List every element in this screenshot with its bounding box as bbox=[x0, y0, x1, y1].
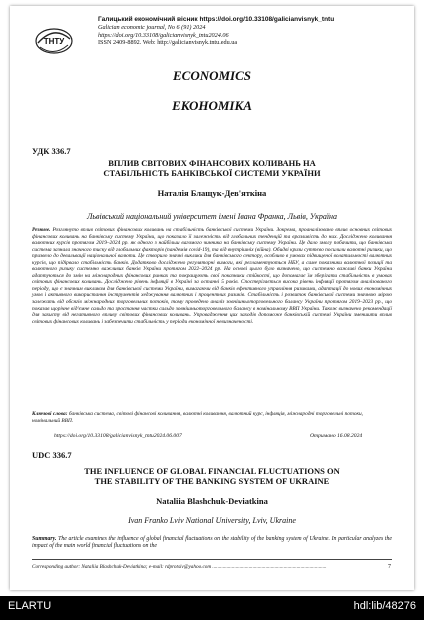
article-doi: https://doi.org/10.33108/galicianvisnyk_tntu2024.06.007 bbox=[54, 433, 182, 439]
abstract-en bbox=[32, 536, 392, 550]
handle-id: hdl:lib/48276 bbox=[353, 600, 416, 612]
section-heading-en: ECONOMICS bbox=[172, 68, 252, 83]
affiliation-en: Ivan Franko Lviv National University, Lviv, Ukraine bbox=[128, 516, 296, 525]
repository-footer bbox=[0, 596, 424, 620]
title-en-line2: THE STABILITY OF THE BANKING SYSTEM OF UKRAINE bbox=[94, 476, 330, 486]
repository-name: ELARTU bbox=[8, 600, 52, 612]
journal-issn: ISSN 2409-8892. Web: http://galicianvisnyk.tntu.edu.ua bbox=[98, 39, 238, 47]
keywords-text-uk: банківська система, світові фінансові коливання, валютні коливання, валютний курс, інфляція, міжнародні торговельні потоки, номінальний ВВП. bbox=[32, 411, 364, 424]
title-en-line1: THE INFLUENCE OF GLOBAL FINANCIAL FLUCTUATIONS ON bbox=[84, 466, 340, 476]
journal-doi: https://doi.org/10.33108/galicianvisnyk_tntu2024.06 bbox=[98, 31, 229, 39]
title-uk-line1: ВПЛИВ СВІТОВИХ ФІНАНСОВИХ КОЛИВАНЬ НА bbox=[108, 158, 316, 168]
abstract-text-uk: Розглянуто вплив світових фінансових коливань на стабільність банківської системи України. Зокрема, проаналізовано вплив основних світових фінансових коливань на банківську систему України, що показало її залежність від глобальних тенденцій та вразливість до них. Досліджено коливання валютних курсів протягом 2019–2024 рр. як одного з найбільш вагомого чинника на банківську систему України. Це дало змогу побачити, що банківська система зазнала значного тиску від глобальних факторів (пандемія covid-19), та від внутрішніх (війна). Обидві кризи суттєво посилили валютні ризики, що призвело до девальвації національної валюти. Це створило значні виклики для банківського сектору, особливо в умовах підвищеної волатильності валютних курсів, що підірвало стабільність банків. Додатково досліджено регуляторні вимоги, які регламентуються НБУ, а саме показники валютної позиції та валютного ризику системно важливих банків України протягом 2022–2024 рр. На основі цього було визначено, що системно важливі банки України адаптуються до змін на міжнародних фінансових ринках та покращують свої показники стійкості, що допомагає їм зберігати стабільність в умовах світових фінансових коливань. Досліджено рівень інфляції в Україні за останні 5 років. Спостерігається висока рівень інфляції протягом аналізованого періоду, що є значним викликом для банківської системи України, вимагаючи від банків ефективного управління ризиками, адаптації до нових економічних умов і активного використання інструментів хеджування валютних і процентних ризиків. Стабільність і розвиток банківської системи значною мірою залежать від обсягів міжнародних торговельних потоків, тому проведено аналіз зовнішньоторговельного балансу України протягом 2019–2023 рр., що показав щорічне від'ємне сальдо та зростання частки сальдо зовнішньоторговельного балансу в номінальному ВВП України. Також визначено рекомендації для захисту від негативного впливу світових фінансових коливань. Упровадження цих заходів допоможе банківській системі України зменшити вплив світових фінансових коливань і забезпечити стабільність у періоди економічної невизначеності. bbox=[32, 227, 392, 325]
abstract-uk bbox=[32, 227, 392, 325]
svg-text:ТНТУ: ТНТУ bbox=[43, 37, 65, 46]
affiliation-uk: Львівський національний університет імені Івана Франка, Львів, Україна bbox=[86, 212, 338, 221]
title-uk-line2: СТАБІЛЬНІСТЬ БАНКІВСЬКОЇ СИСТЕМИ УКРАЇНИ bbox=[103, 168, 321, 178]
article-title-en bbox=[50, 466, 374, 486]
abstract-label-en: Summary. bbox=[32, 536, 57, 542]
page-number: 7 bbox=[388, 564, 391, 570]
abstract-text-en: The article examines the influence of global financial fluctuations on the stability of the banking system of Ukraine. In particular analyzes the impact of the main world financial fluctuations on the bbox=[32, 536, 392, 550]
section-heading-uk: ЕКОНОМІКА bbox=[172, 98, 252, 113]
journal-header bbox=[28, 16, 400, 64]
journal-info bbox=[98, 16, 398, 47]
keywords-label-uk: Ключові слова: bbox=[32, 411, 68, 417]
udc-en: UDC 336.7 bbox=[32, 450, 72, 460]
keywords-uk bbox=[32, 411, 392, 424]
author-uk: Наталія Блащук-Дев'яткіна bbox=[157, 188, 267, 198]
author-en: Nataliia Blashchuk-Deviatkina bbox=[156, 496, 268, 506]
corresponding-author: Corresponding author: Nataliia Blashchuk-Deviatkina; e-mail: rdprotsiv@yahoo.com ........................................................................................ bbox=[32, 564, 327, 570]
article-title-uk bbox=[50, 158, 374, 178]
journal-title-en: Galician economic journal, No 6 (91) 2024 bbox=[98, 23, 206, 31]
udc-uk: УДК 336.7 bbox=[32, 146, 71, 156]
document-page bbox=[10, 6, 414, 590]
footnote-divider bbox=[32, 559, 392, 560]
university-logo bbox=[34, 21, 74, 61]
received-date: Отримано 16.08.2024 bbox=[310, 433, 363, 439]
abstract-label-uk: Резюме. bbox=[32, 227, 51, 233]
journal-title-uk: Галицький економічний вісник https://doi.org/10.33108/galicianvisnyk_tntu bbox=[98, 16, 335, 23]
